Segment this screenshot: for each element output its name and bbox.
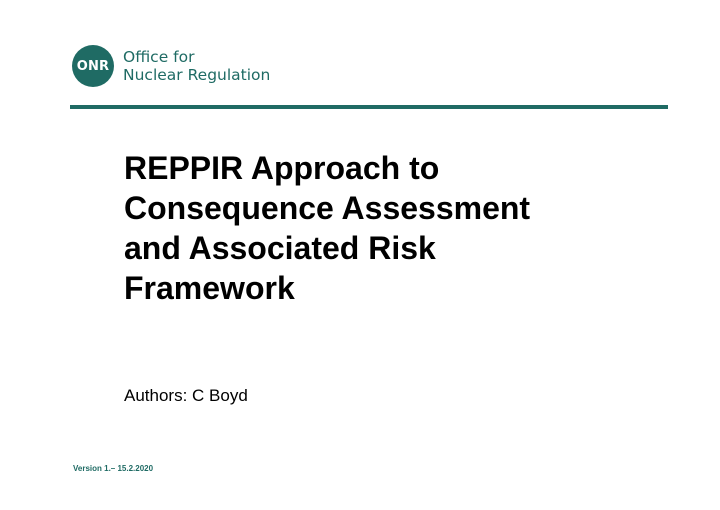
version-label: Version 1.– 15.2.2020	[73, 464, 154, 473]
title-line-2: Consequence Assessment	[124, 190, 531, 226]
title-line-3: and Associated Risk	[124, 230, 436, 266]
title-line-1: REPPIR Approach to	[124, 150, 440, 186]
logo-line-2: Nuclear Regulation	[123, 66, 271, 84]
logo-line-1: Office for	[123, 48, 195, 66]
document-title	[124, 148, 644, 308]
title-line-4: Framework	[124, 270, 295, 306]
authors-line: Authors: C Boyd	[124, 386, 248, 405]
onr-logo	[72, 45, 270, 87]
header-divider	[70, 105, 668, 109]
onr-logo-wordmark	[123, 48, 270, 84]
onr-logo-badge: ONR	[72, 45, 114, 87]
